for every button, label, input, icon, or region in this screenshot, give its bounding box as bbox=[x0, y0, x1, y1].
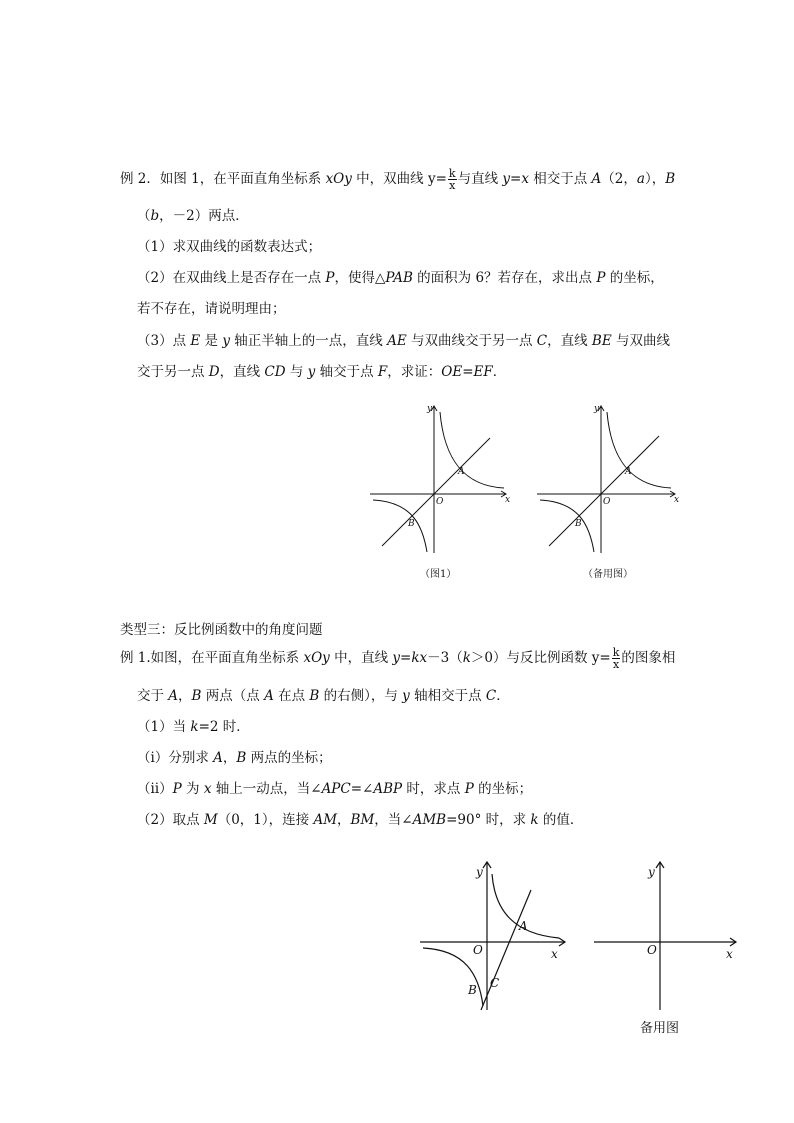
point-label-b: B bbox=[468, 983, 477, 997]
hyperbola-branch-q1 bbox=[607, 412, 671, 488]
hyperbola-branch-q1 bbox=[440, 412, 504, 488]
axis-label-x: x bbox=[505, 495, 511, 505]
origin-label: O bbox=[436, 497, 444, 507]
ex2-question-1: （1）求双曲线的函数表达式； bbox=[137, 239, 322, 255]
origin-label: O bbox=[647, 943, 657, 957]
ex2-figure-1 bbox=[368, 398, 516, 558]
line-y-equals-kx-minus-3 bbox=[481, 890, 531, 1010]
hyperbola-branch-q3 bbox=[373, 500, 427, 552]
axis-label-x: x bbox=[726, 947, 733, 961]
type3-spare-figure bbox=[590, 858, 750, 1014]
line-y-equals-x bbox=[549, 436, 659, 546]
point-label-b: B bbox=[575, 519, 582, 529]
type3-spare-figure-caption: 备用图 bbox=[640, 1021, 680, 1036]
type3-question-1: （1）当 k=2 时． bbox=[137, 719, 250, 735]
type3-question-1-ii: （ⅱ）P 为 x 轴上一动点，当∠APC=∠ABP 时，求点 P 的坐标； bbox=[137, 781, 533, 797]
ex2-spare-figure bbox=[535, 398, 683, 558]
ex2-line-2: （b，－2）两点． bbox=[137, 208, 249, 224]
axis-label-y: y bbox=[427, 404, 433, 414]
ex2-question-2: （2）在双曲线上是否存在一点 P，使得△PAB 的面积为 6？若存在，求出点 P 的坐标， bbox=[137, 270, 664, 286]
axis-label-y: y bbox=[476, 865, 483, 879]
type3-heading: 类型三：反比例函数中的角度问题 bbox=[120, 622, 323, 638]
type3-line-2: 交于 A，B 两点（点 A 在点 B 的右侧），与 y 轴相交于点 C． bbox=[137, 688, 510, 704]
point-label-a: A bbox=[625, 467, 632, 477]
figure-1-caption: （图1） bbox=[420, 569, 457, 580]
ex2-question-3: （3）点 E 是 y 轴正半轴上的一点，直线 AE 与双曲线交于另一点 C，直线 BE 与双曲线 bbox=[137, 333, 670, 349]
origin-label: O bbox=[473, 943, 483, 957]
point-label-c: C bbox=[490, 976, 500, 990]
ex2-question-2-cont: 若不存在，请说明理由； bbox=[137, 301, 286, 317]
spare-figure-caption: （备用图） bbox=[583, 569, 633, 580]
axis-label-x: x bbox=[551, 947, 558, 961]
fraction-k-over-x: $\frac{k}{x}$ bbox=[448, 167, 456, 192]
type3-question-1-i: （ⅰ）分别求 A，B 两点的坐标； bbox=[137, 750, 332, 766]
origin-label: O bbox=[603, 497, 611, 507]
line-y-equals-x bbox=[382, 438, 490, 546]
fraction-k-over-x: $\frac{k}{x}$ bbox=[612, 646, 620, 671]
axis-label-y: y bbox=[648, 865, 655, 879]
point-label-b: B bbox=[408, 519, 415, 529]
ex2-question-3-cont: 交于另一点 D，直线 CD 与 y 轴交于点 F，求证：OE=EF． bbox=[137, 364, 507, 380]
point-label-a: A bbox=[519, 919, 528, 933]
type3-figure bbox=[415, 858, 575, 1014]
axis-label-y: y bbox=[594, 404, 600, 414]
ex2-line-1: 例 2．如图 1，在平面直角坐标系 xOy 中，双曲线 y= $\frac{k}{x}$ 与直线 y=x 相交于点 A（2，a），B bbox=[120, 167, 676, 192]
axis-label-x: x bbox=[674, 495, 680, 505]
type3-line-1: 例 1.如图，在平面直角坐标系 xOy 中，直线 y=kx－3（k＞0）与反比例函数 y= $\frac{k}{x}$ 的图象相 bbox=[120, 646, 676, 671]
point-label-a: A bbox=[458, 467, 465, 477]
type3-question-2: （2）取点 M（0，1），连接 AM，BM，当∠AMB=90° 时，求 k 的值． bbox=[137, 812, 584, 828]
hyperbola-branch-q3 bbox=[540, 500, 594, 552]
